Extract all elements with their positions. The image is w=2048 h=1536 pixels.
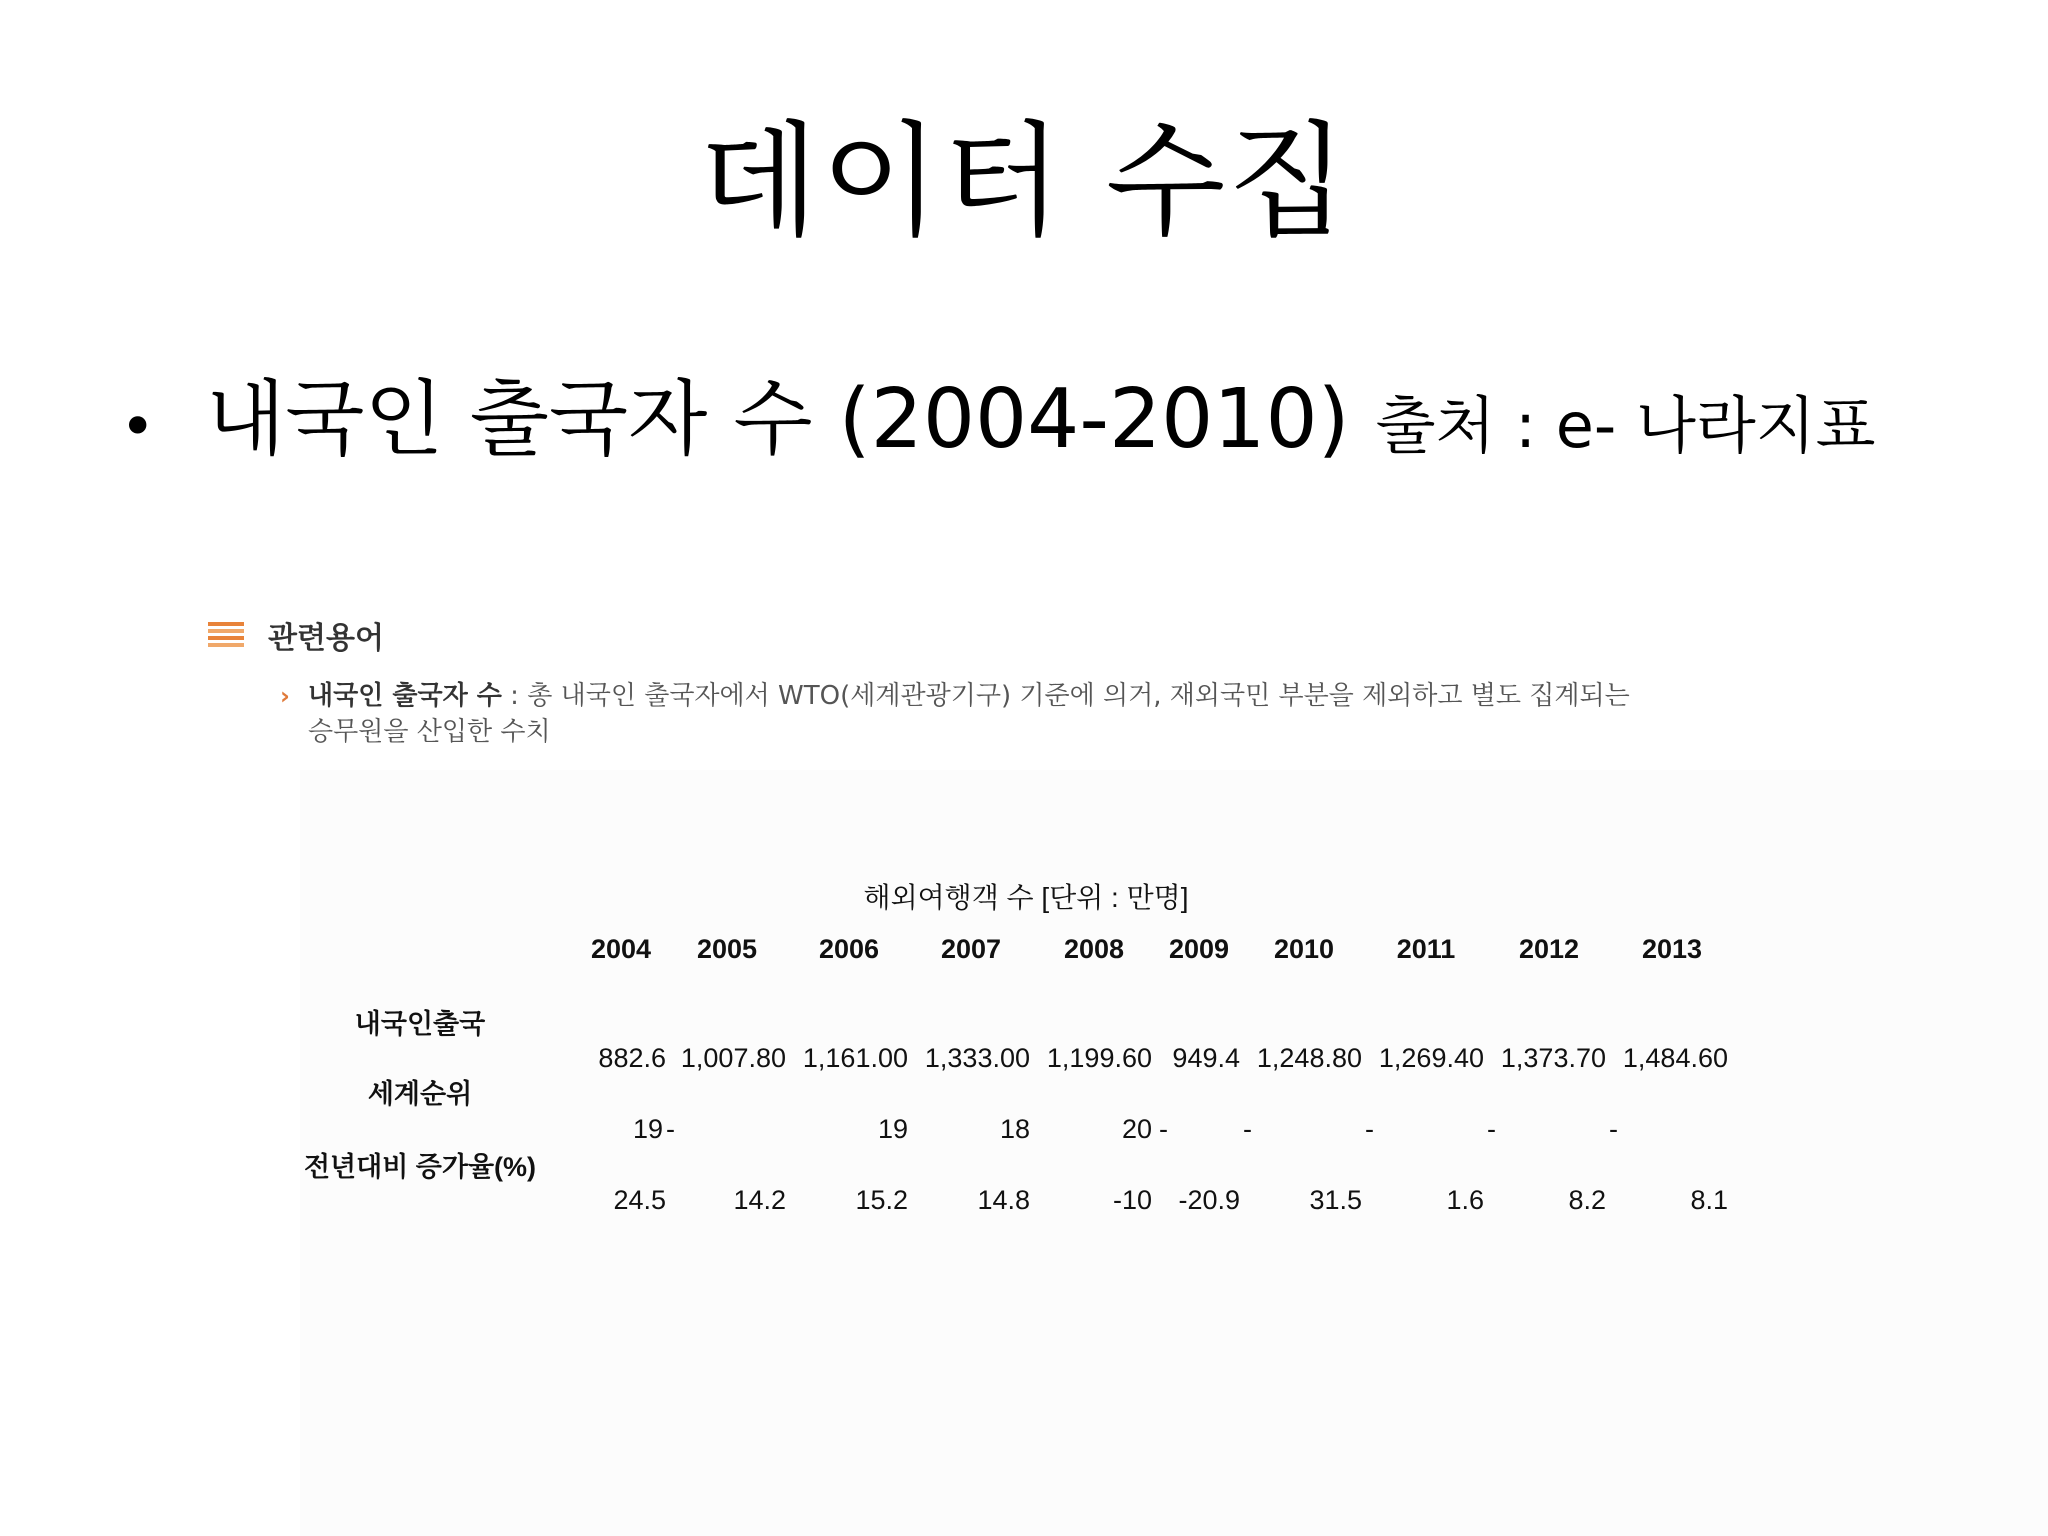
year-header: 2013 [1641, 934, 1703, 964]
table-cell: 14.2 [733, 1185, 786, 1215]
year-header: 2005 [696, 934, 758, 964]
table-cell: 1,199.60 [1046, 1043, 1152, 1073]
table-caption: 해외여행객 수 [단위 : 만명] [863, 882, 1189, 913]
bullet-main-text: 내국인 출국자 수 (2004-2010) [206, 372, 1350, 467]
table-cell: 14.8 [977, 1185, 1030, 1215]
glossary-term: 내국인 출국자 수 [308, 681, 502, 711]
year-header: 2008 [1063, 934, 1125, 964]
glossary-heading: 관련용어 [268, 621, 384, 656]
table-cell: - [1609, 1114, 1618, 1144]
table-cell: 1,269.40 [1378, 1043, 1484, 1073]
table-cell: 1,484.60 [1622, 1043, 1728, 1073]
row-label: 전년대비 증가율(%) [303, 1152, 537, 1182]
table-cell: 24.5 [613, 1185, 666, 1215]
year-header: 2004 [590, 934, 652, 964]
table-cell: 1,161.00 [802, 1043, 908, 1073]
table-cell: 19 [632, 1114, 663, 1144]
year-header: 2011 [1396, 934, 1456, 964]
table-cell: 8.2 [1568, 1185, 1606, 1215]
row-label: 내국인출국 [354, 1009, 486, 1039]
table-cell: 15.2 [855, 1185, 908, 1215]
bullet-symbol: • [120, 392, 156, 462]
table-cell: 19 [877, 1114, 908, 1144]
year-header: 2009 [1168, 934, 1230, 964]
table-cell: 882.6 [598, 1043, 666, 1073]
table-cell: - [1243, 1114, 1252, 1144]
table-cell: 1,333.00 [924, 1043, 1030, 1073]
year-header: 2007 [940, 934, 1002, 964]
table-cell: 1,007.80 [680, 1043, 786, 1073]
bullet-source-text: 출처 : e- 나라지표 [1375, 389, 1876, 462]
year-header: 2012 [1518, 934, 1580, 964]
bullet-item [120, 370, 1876, 470]
table-cell: 1,373.70 [1500, 1043, 1606, 1073]
table-cell: 18 [999, 1114, 1030, 1144]
glossary-definition-text: : 총 내국인 출국자에서 WTO(세계관광기구) 기준에 의거, 재외국민 부분을 제외하고 별도 집계되는 승무원을 산입한 수치 [308, 681, 1630, 747]
table-cell: - [1159, 1114, 1168, 1144]
glossary-definition [208, 678, 1648, 750]
year-header: 2006 [818, 934, 880, 964]
glossary-box [208, 612, 1768, 750]
table-cell: 1.6 [1446, 1185, 1484, 1215]
slide-title: 데이터 수집 [698, 110, 1350, 254]
table-cell: - [1365, 1114, 1374, 1144]
table-cell: 20 [1121, 1114, 1152, 1144]
list-lines-icon [208, 622, 244, 648]
row-label: 세계순위 [367, 1079, 473, 1109]
table-cell: 8.1 [1690, 1185, 1728, 1215]
glossary-header [208, 612, 1768, 658]
year-header: 2010 [1273, 934, 1335, 964]
table-cell: 31.5 [1309, 1185, 1362, 1215]
table-cell: 1,248.80 [1256, 1043, 1362, 1073]
arrow-right-icon: › [280, 682, 290, 710]
table-cell: - [666, 1114, 675, 1144]
table-cell: -20.9 [1178, 1185, 1240, 1215]
table-cell: - [1487, 1114, 1496, 1144]
table-cell: -10 [1112, 1185, 1152, 1215]
table-cell: 949.4 [1172, 1043, 1240, 1073]
